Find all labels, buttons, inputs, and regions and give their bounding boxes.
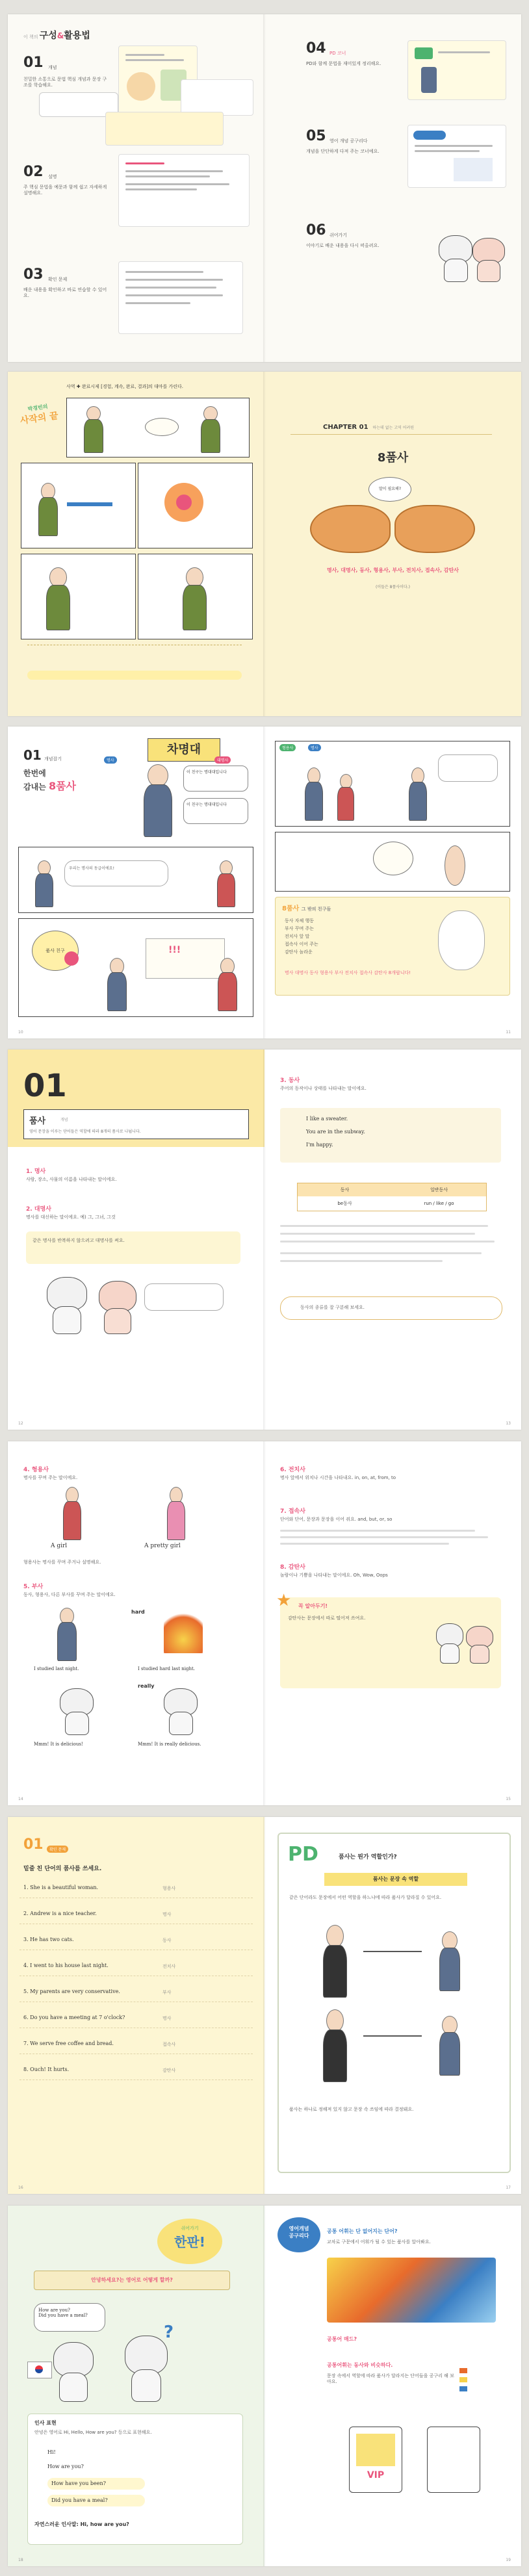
chapter-title: 8품사	[377, 451, 409, 465]
page-number-right: 13	[506, 1421, 511, 1426]
quiz-answer: 접속사	[162, 2042, 176, 2047]
quiz-answer: 명사	[162, 1912, 172, 1917]
spread-parts-of-speech	[8, 1050, 521, 1430]
page-left	[8, 727, 264, 1038]
quiz-tag: 확인 문제	[47, 1846, 68, 1853]
tip-box: 동사의 종류를 잘 구분해 보세요.	[280, 1296, 502, 1320]
quiz-sentence: 5. My parents are very conservative.	[23, 1989, 120, 1994]
tag-pronoun: 대명사	[214, 756, 231, 764]
sentence-c: Mmm! It is delicious!	[34, 1742, 83, 1747]
section-02-text: 주 핵심 문법을 예문과 함께 쉽고 자세하게 설명해요.	[23, 185, 107, 196]
page-right	[264, 1817, 521, 2194]
section-06-label: 쉬어가기	[329, 233, 348, 238]
page-number-left: 10	[18, 1030, 23, 1035]
page-left	[8, 1441, 264, 1805]
summary-card: 8품사 그 밖의 친구들 동사 자체 행동 부사 꾸며 주는 전치사 앞 말 접속사 이어 주는 감탄사 놀라운 명사 대명사 동사 형용사 부사 전치사 접속사 감탄사 8개랍니다!	[275, 897, 510, 996]
example-quiz-thumb	[118, 261, 243, 334]
verb-lines	[280, 1225, 501, 1283]
concept-label: 개념잡기	[44, 756, 62, 762]
concept-point-1: 공통어 매드?	[327, 2336, 357, 2342]
concept-point-2: 공통어휘는 동사와 비슷하다.	[327, 2362, 393, 2368]
quiz-question: 밑줄 친 단어의 품사를 쓰세요.	[23, 1866, 102, 1872]
cat-eating-2	[164, 1688, 196, 1734]
section-8-text: 놀람이나 기쁨을 나타내는 말이에요. Oh, Wow, Oops	[280, 1573, 388, 1578]
student-figure-1	[53, 1608, 79, 1660]
section-04-text: PD와 함께 문법을 재미있게 정리해요.	[306, 61, 381, 66]
flag-icon	[27, 2362, 52, 2378]
comic-panel-1	[66, 398, 250, 457]
verb-table: 동사 일반동사 be동사 run / like / go	[297, 1183, 487, 1211]
example-concept-thumb	[407, 125, 506, 188]
girl-figure-1	[60, 1487, 83, 1539]
pd-banner: 품사는 문장 속 역할	[324, 1873, 467, 1886]
page-left	[8, 1050, 264, 1430]
parts-of-speech-sub: (이들은 8품사이다.)	[376, 585, 410, 589]
section-4-heading: 4. 형용사	[23, 1467, 49, 1473]
section-1-heading: 1. 명사	[26, 1168, 46, 1175]
concept-lead: 교차로 구문에서 어휘가 될 수 있는 품사를 알아봐요.	[327, 2239, 431, 2245]
comic-panel-4	[21, 554, 136, 639]
section-5-heading: 5. 부사	[23, 1584, 44, 1590]
section-05-label: 영어 개념 공구리다	[329, 138, 368, 144]
quiz-sentence: 2. Andrew is a nice teacher.	[23, 1911, 97, 1916]
label-pretty-girl: A pretty girl	[144, 1543, 181, 1549]
cat-speech	[144, 1283, 224, 1311]
girl-figure-2	[164, 1487, 187, 1539]
pd-figure-2	[318, 2009, 350, 2081]
teacher-bubble-2: 이 친구는 명대대입니다	[183, 798, 248, 824]
section-5-text: 동사, 형용사, 다른 부사를 꾸며 주는 말이에요.	[23, 1592, 116, 1597]
page-right	[264, 1050, 521, 1430]
page-number-left: 16	[18, 2185, 23, 2190]
comic-row-3: 품사 친구 !!!	[18, 918, 253, 1017]
page-right	[264, 372, 521, 716]
section-4-note: 형용사는 명사를 꾸며 주거나 설명해요.	[23, 1560, 101, 1565]
section-03-number: 03	[23, 266, 44, 283]
tag-noun: 명사	[104, 756, 117, 764]
quiz-item	[19, 2064, 253, 2080]
quiz-item	[19, 1934, 253, 1950]
section-03-label: 확인 문제	[48, 277, 68, 282]
note-box: ★ 꼭 알아두기! 감탄사는 문장에서 따로 떨어져 쓰여요.	[280, 1597, 501, 1688]
section-2-text: 명사를 대신하는 말이에요. 예) 그, 그녀, 그것	[26, 1215, 116, 1220]
header-title: 이 책의 구성&활용법	[23, 31, 90, 41]
page-right	[264, 14, 521, 362]
bottom-caption	[27, 671, 242, 680]
quiz-number: 01	[23, 1836, 44, 1853]
page-left	[8, 2206, 264, 2566]
page-left	[8, 372, 264, 716]
sentence-d: Mmm! It is really delicious.	[138, 1742, 201, 1747]
sentence-b: I studied hard last night.	[138, 1666, 196, 1671]
comic-panel-5	[138, 554, 253, 639]
parts-of-speech-list: 명사, 대명사, 동사, 형용사, 부사, 전치사, 접속사, 감탄사	[326, 567, 459, 573]
pronoun-note: 같은 명사를 반복하지 않으려고 대명사를 써요.	[26, 1231, 240, 1264]
spread-break-concept	[8, 2206, 521, 2566]
section-04-label: PD 코너	[329, 51, 346, 56]
concept-question: 공통 어휘는 단 없어지는 단어?	[327, 2228, 398, 2234]
cat-character-2	[125, 2336, 166, 2401]
section-7-text: 단어와 단어, 문장과 문장을 이어 줘요. and, but, or, so	[280, 1517, 393, 1522]
label-a-girl: A girl	[51, 1543, 68, 1549]
quiz-answer: 전치사	[162, 1964, 176, 1969]
caption-strip	[27, 645, 242, 665]
section-3-text: 주어의 동작이나 상태를 나타내는 말이에요.	[280, 1086, 367, 1091]
section-7-heading: 7. 접속사	[280, 1508, 305, 1515]
quiz-item	[19, 2038, 253, 2054]
quiz-answer: 감탄사	[162, 2068, 176, 2073]
comic-panel-b	[275, 832, 510, 892]
section-01-text: 친밀한 소통으로 문법 핵심 개념과 문장 구조를 학습해요.	[23, 77, 107, 88]
quiz-sentence: 4. I went to his house last night.	[23, 1963, 109, 1968]
page-number-right: 11	[506, 1030, 511, 1035]
question-mark-icon: ?	[164, 2323, 174, 2342]
concept-body: 문장 속에서 역할에 따라 품사가 달라지는 단어들을 공구리 해 보아요.	[327, 2373, 454, 2385]
quiz-item	[19, 1908, 253, 1924]
ticket-icon-2	[427, 2427, 480, 2493]
chapter-rule	[290, 434, 492, 435]
spread-quiz-pd	[8, 1817, 521, 2194]
example-pd-thumb	[407, 40, 506, 100]
concept-badge: 영어개념 공구리다	[277, 2217, 320, 2252]
info-box: 인사 표현 안녕은 영어로 Hi, Hello, How are you? 등으로 표현해요. Hi! How are you? How have you been? Did you have a meal? 자연스러운 인사말: Hi, how are you?	[27, 2414, 243, 2545]
page-left	[8, 14, 264, 362]
cat-character-pink	[472, 238, 504, 281]
teacher-bubble-1: 이 친구는 명대대입니다	[183, 766, 248, 792]
bubble-really: really	[138, 1683, 155, 1689]
section-02-label: 설명	[48, 174, 57, 179]
fish-bread-left	[310, 505, 391, 553]
section-05-text: 개념을 단단하게 다져 주는 코너예요.	[306, 149, 380, 154]
cat-eating-1	[60, 1688, 92, 1734]
name-sign: 차명대	[148, 738, 220, 762]
pd-title: 품사는 뭔가 역할인가?	[339, 1854, 397, 1861]
top-banner: 사역 ✚ 완료시제 [경험, 계속, 완료, 결과]의 대마를 가린다.	[66, 384, 184, 389]
page-left	[8, 1817, 264, 2194]
page-number-right: 17	[506, 2185, 511, 2190]
ticket-icon: VIP	[349, 2427, 402, 2493]
quiz-sentence: 6. Do you have a meeting at 7 o'clock?	[23, 2015, 125, 2020]
example-note-thumb	[181, 79, 253, 116]
cat-character	[439, 235, 471, 281]
pd-card	[277, 1833, 511, 2173]
section-6-heading: 6. 전치사	[280, 1467, 305, 1473]
page-right	[264, 1441, 521, 1805]
pd-bottom-text: 품사는 하나로 정해져 있지 않고 문장 속 쓰임에 따라 결정돼요.	[289, 2107, 414, 2112]
fire-icon	[164, 1608, 203, 1653]
quiz-item	[19, 1882, 253, 1898]
teacher-figure	[138, 764, 177, 836]
page-right	[264, 727, 521, 1038]
cat-character	[53, 2342, 92, 2401]
section-2-heading: 2. 대명사	[26, 1206, 51, 1213]
page-number-left: 18	[18, 2558, 23, 2562]
spread-how-to-use	[8, 14, 521, 362]
section-03-text: 배운 내용을 확인하고 바로 연습할 수 있어요.	[23, 287, 107, 299]
break-badge: 쉬어가기 한판!	[157, 2219, 222, 2264]
pd-figure-3	[435, 1931, 463, 1990]
unit-title-box: 품사 개념 영어 문장을 이루는 단어들은 역할에 따라 8개의 품사로 나뉩니다.	[23, 1109, 249, 1139]
quiz-answer: 명사	[162, 2016, 172, 2021]
spread-adjective-adverb	[8, 1441, 521, 1805]
bubble-hard: hard	[131, 1609, 145, 1615]
example-explain-thumb	[118, 154, 250, 227]
comic-panel-2	[21, 463, 136, 548]
section-3-heading: 3. 동사	[280, 1077, 300, 1084]
section-02-number: 02	[23, 164, 44, 180]
star-badge-icon: ★	[276, 1591, 292, 1610]
pd-arrow-2	[363, 2035, 422, 2037]
pd-figure-4	[435, 2016, 463, 2074]
quiz-answer: 형용사	[162, 1886, 176, 1891]
section-04-number: 04	[306, 40, 326, 57]
conj-lines	[280, 1530, 501, 1549]
speech-bubble: 말이 필요해?	[368, 477, 411, 502]
quiz-list	[8, 1882, 264, 2116]
comic-panel-a: 형용사 명사	[275, 741, 510, 827]
quiz-sentence: 7. We serve free coffee and bread.	[23, 2041, 114, 2046]
cat-character-pink	[99, 1281, 135, 1333]
page-number-left: 14	[18, 1797, 23, 1801]
chapter-label: CHAPTER 01 하는데 없는 고역 어려원	[323, 424, 415, 431]
unit-number: 01	[23, 1068, 67, 1104]
fish-bread-right	[394, 505, 475, 553]
quiz-item	[19, 2012, 253, 2028]
concept-title: 한번에 감내는 8품사	[23, 769, 77, 792]
example-box: I like a sweater. You are in the subway. I'm happy.	[280, 1108, 501, 1163]
section-1-text: 사람, 장소, 사물의 이름을 나타내는 말이에요.	[26, 1177, 117, 1182]
concept-legend	[459, 2368, 498, 2407]
quiz-item	[19, 1960, 253, 1976]
page-number-left: 12	[18, 1421, 23, 1426]
quiz-answer: 동사	[162, 1938, 172, 1943]
spread-concept	[8, 727, 521, 1038]
section-6-text: 명사 앞에서 위치나 시간을 나타내요. in, on, at, from, to	[280, 1475, 396, 1480]
quiz-item	[19, 1986, 253, 2002]
page-number-right: 15	[506, 1797, 511, 1801]
cat-character	[47, 1277, 86, 1333]
quiz-sentence: 1. She is a beautiful woman.	[23, 1885, 99, 1890]
pd-logo: PD	[288, 1843, 318, 1866]
comic-panel-3	[138, 463, 253, 548]
spread-chapter-opener	[8, 372, 521, 716]
quiz-sentence: 8. Ouch! It hurts.	[23, 2067, 70, 2072]
scroll-banner: 안녕하세요?는 영어로 어떻게 할까?	[34, 2271, 230, 2290]
section-05-number: 05	[306, 128, 326, 144]
section-4-text: 명사를 꾸며 주는 말이에요.	[23, 1475, 78, 1480]
section-8-heading: 8. 감탄사	[280, 1564, 305, 1571]
section-01-number: 01	[23, 55, 44, 71]
section-06-text: 이야기로 배운 내용을 다시 떠올려요.	[306, 243, 380, 248]
concept-number: 01	[23, 747, 42, 763]
page-number-right: 19	[506, 2558, 511, 2562]
sentence-a: I studied last night.	[34, 1666, 79, 1671]
section-06-number: 06	[306, 222, 326, 238]
pd-figure-1	[318, 1925, 350, 1996]
section-01-label: 개념	[48, 65, 57, 70]
pd-arrow-1	[363, 1951, 422, 1952]
quiz-answer: 부사	[162, 1990, 172, 1995]
example-callout-thumb	[105, 112, 224, 146]
comic-row-2: 우리는 명사의 동급이에요!	[18, 847, 253, 913]
pd-text: 같은 단어라도 문장에서 어떤 역할을 하느냐에 따라 품사가 달라질 수 있어요.	[289, 1895, 442, 1900]
book-logo: 박경빈의 사작의 끝	[19, 403, 59, 426]
quiz-sentence: 3. He has two cats.	[23, 1937, 74, 1942]
concept-photo	[327, 2258, 496, 2323]
cat-speech-bubble: How are you? Did you have a meal?	[34, 2303, 105, 2332]
page-right	[264, 2206, 521, 2566]
